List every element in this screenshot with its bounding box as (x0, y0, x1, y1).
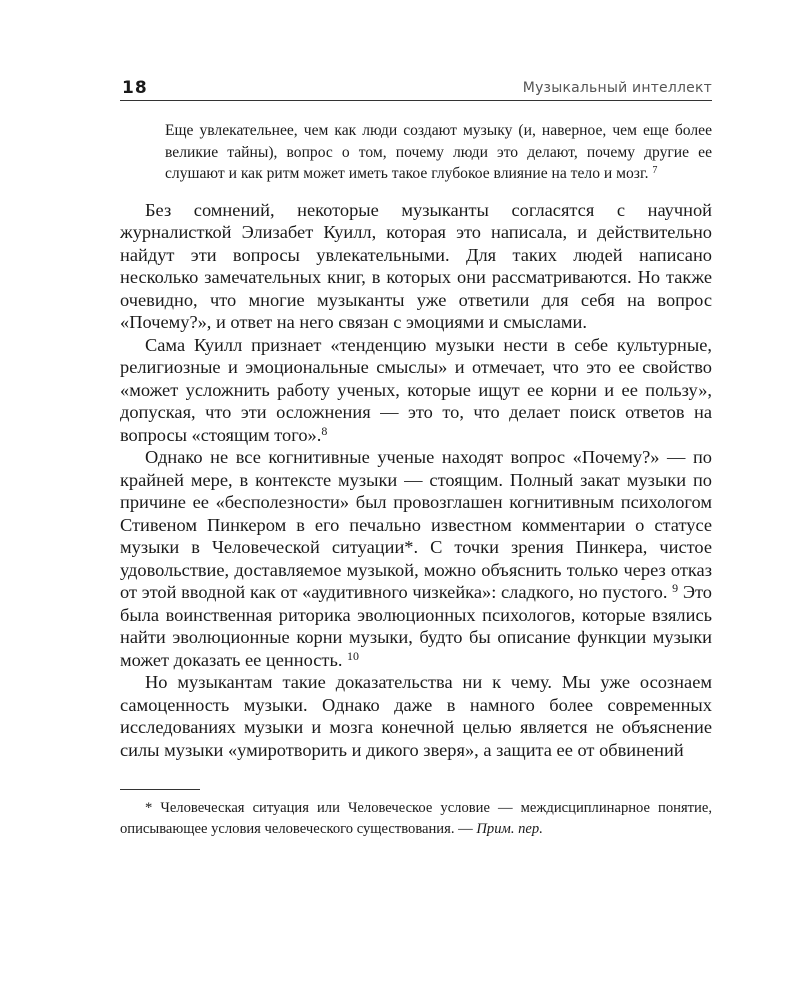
book-page (120, 78, 712, 840)
epigraph-quote (165, 120, 712, 185)
paragraph-4 (120, 671, 712, 761)
footnote-divider (120, 789, 200, 790)
paragraph-2-text: Сама Куилл признает «тенденцию музыки нести в себе культурные, религиозные и эмоциональные смыслы» и отмечает, что это ее свойство «может усложнить работу ученых, которые ищут ее корни и ее пользу», допуская, что эти осложнения — это то, что делает поиск ответов на вопросы «стоящим того». (120, 334, 712, 445)
epigraph-text: Еще увлекательнее, чем как люди создают музыку (и, наверное, чем еще более великие тайны), вопрос о том, почему люди это делают, почему другие ее слушают и как ритм может иметь такое глубокое влияние на тело и мозг. (165, 122, 712, 182)
paragraph-1-text: Без сомнений, некоторые музыканты согласятся с научной журналисткой Элизабет Куилл, которая это написала, и действительно найдут эти вопросы увлекательными. Для таких людей написано несколько замечательных книг, в которых они рассматриваются. Но также очевидно, что многие музыканты уже ответили для себя на вопрос «Почему?», и ответ на него связан с эмоциями и смыслами. (120, 199, 712, 332)
paragraph-1 (120, 199, 712, 334)
paragraph-2 (120, 334, 712, 447)
paragraph-3 (120, 446, 712, 671)
footnote-text: * Человеческая ситуация или Человеческое условие — междисциплинарное понятие, описывающее условия человеческого существования. — (120, 800, 712, 837)
paragraph-3-text-continued: Это была воинственная риторика эволюционных психологов, которые взялись найти эволюционные корни музыки, будто бы описание функции музыки может доказать ее ценность. (120, 582, 712, 670)
running-head (120, 78, 712, 101)
running-title: Музыкальный интеллект (522, 80, 712, 96)
paragraph-3-note-ref: 9 (672, 581, 679, 596)
page-number: 18 (122, 78, 148, 98)
footnote-attribution: Прим. пер. (476, 821, 543, 837)
epigraph-note-ref: 7 (652, 164, 658, 176)
main-text (120, 199, 712, 762)
footnote (120, 798, 712, 840)
paragraph-2-note-ref: 8 (321, 423, 328, 438)
paragraph-3-note-ref-2: 10 (347, 648, 359, 663)
paragraph-4-text: Но музыкантам такие доказательства ни к чему. Мы уже осознаем самоценность музыки. Однако даже в намного более современных исследованиях музыки и мозга конечной целью является не объяснение силы музыки «умиротворить и дикого зверя», а защита ее от обвинений (120, 672, 712, 760)
paragraph-3-text: Однако не все когнитивные ученые находят вопрос «Почему?» — по крайней мере, в контексте музыки — стоящим. Полный закат музыки по причине ее «бесполезности» был провозглашен когнитивным психологом Стивеном Пинкером в его печально известном комментарии о статусе музыки в Человеческой ситуации*. С точки зрения Пинкера, чистое удовольствие, доставляемое музыкой, можно объяснить только через отказ от этой вводной как от «аудитивного чизкейка»: сладкого, но пустого. (120, 447, 712, 602)
